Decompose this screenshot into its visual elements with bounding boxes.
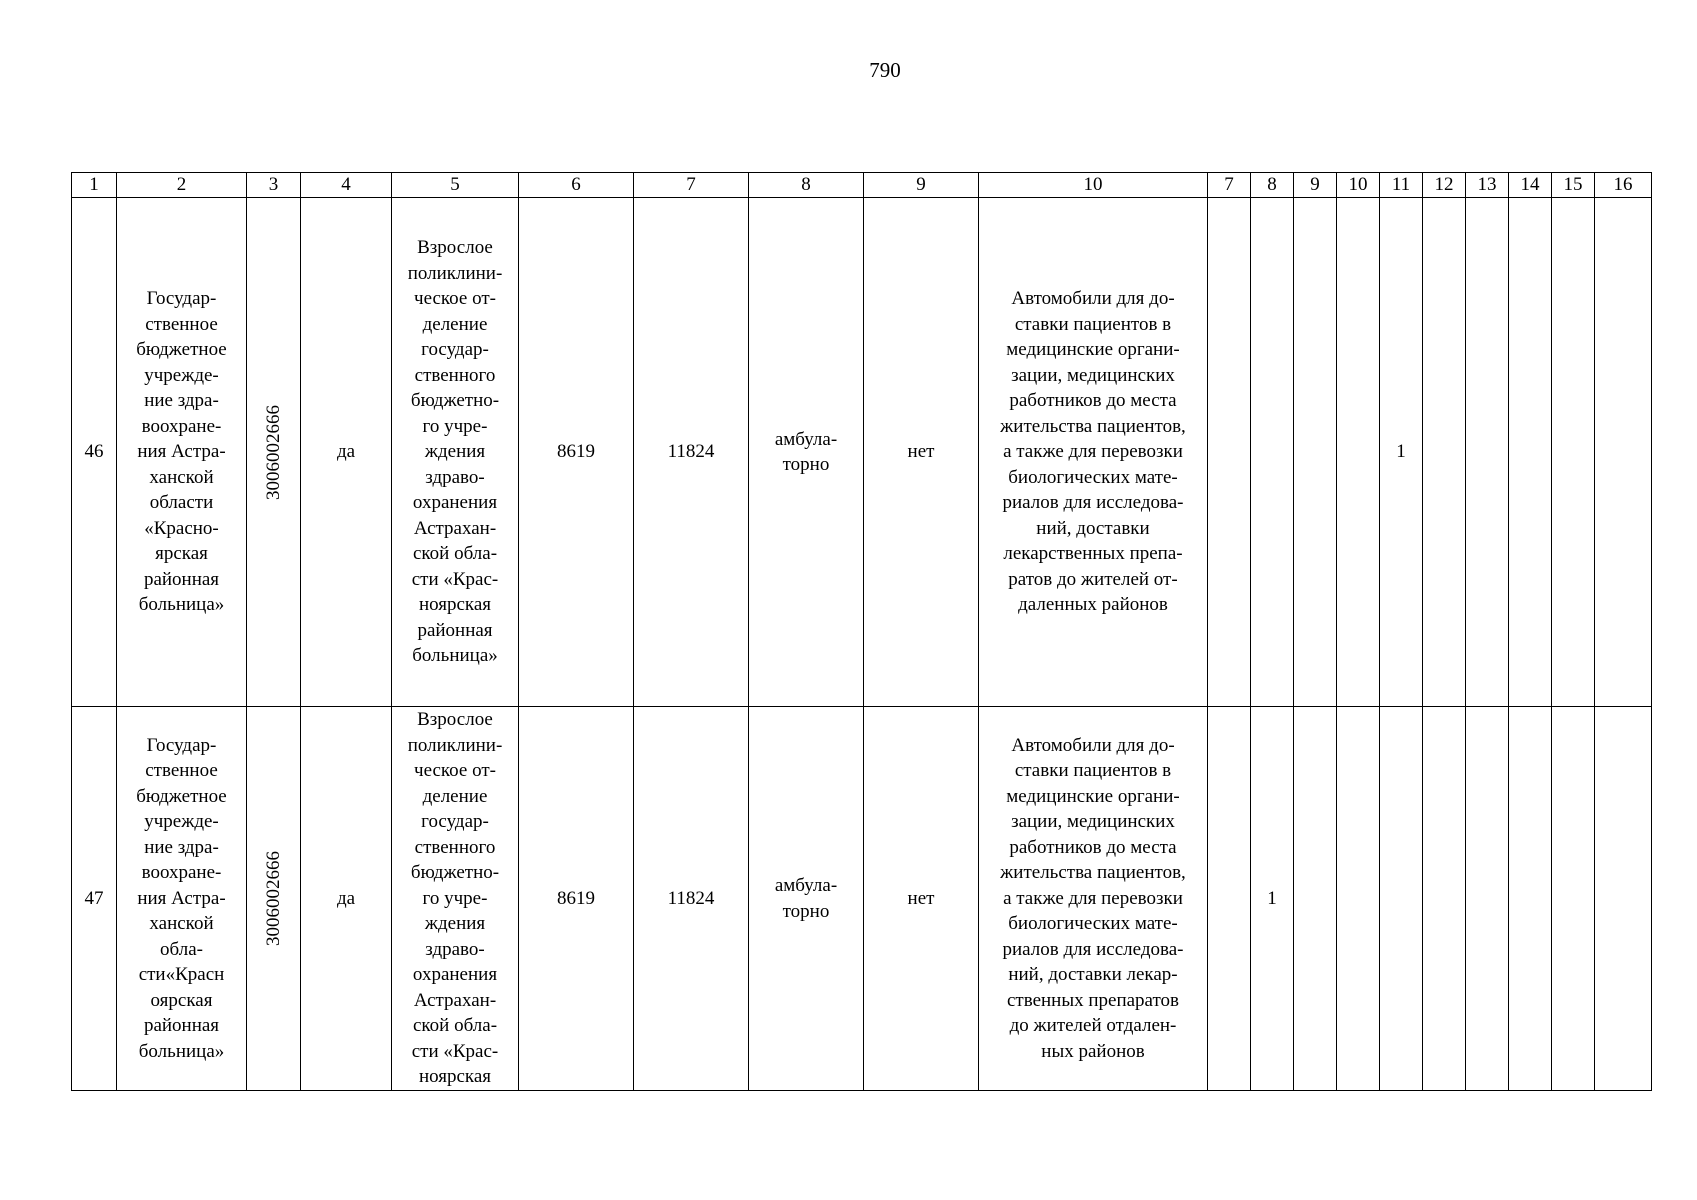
cell-line: ноярская <box>418 594 492 616</box>
column-header: 12 <box>1423 173 1466 198</box>
cell-line: деление <box>422 785 488 807</box>
institution-name <box>117 198 247 707</box>
count-cell <box>1595 198 1652 707</box>
cell-line: учрежде- <box>144 811 219 833</box>
count-cell <box>1208 198 1251 707</box>
cell-line: сти«Красн <box>138 964 225 986</box>
count-cell: 1 <box>1380 198 1423 707</box>
count-cell <box>1509 198 1552 707</box>
division-name <box>392 707 519 1091</box>
value-cell: 11824 <box>634 198 749 707</box>
cell-line: Автомобили для до- <box>1011 734 1175 756</box>
column-header: 11 <box>1380 173 1423 198</box>
cell-line: ственных препаратов <box>1006 989 1180 1011</box>
cell-line: а также для перевозки <box>1003 441 1183 463</box>
column-header: 9 <box>1294 173 1337 198</box>
page-number: 790 <box>869 58 901 82</box>
table-row <box>72 198 1652 707</box>
cell-line: го учре- <box>422 887 488 909</box>
cell-line: Государ- <box>146 288 217 310</box>
cell-line: медицинские органи- <box>1006 339 1180 361</box>
cell-line: ственного <box>414 364 496 386</box>
cell-line: го учре- <box>422 415 488 437</box>
cell-line: ческое от- <box>414 288 496 310</box>
cell-line: больница» <box>138 1040 225 1062</box>
count-cell <box>1423 198 1466 707</box>
column-header: 16 <box>1595 173 1652 198</box>
cell-line: зации, медицинских <box>1011 364 1175 386</box>
count-cell: 1 <box>1251 707 1294 1091</box>
column-header: 10 <box>1337 173 1380 198</box>
value-cell: нет <box>864 198 979 707</box>
cell-line: риалов для исследова- <box>1002 492 1184 514</box>
care-mode <box>749 707 864 1091</box>
cell-line: поликлини- <box>407 734 503 756</box>
cell-line: ния Астра- <box>137 441 226 463</box>
column-header: 8 <box>749 173 864 198</box>
cell-line: воохране- <box>141 862 222 884</box>
cell-line: больница» <box>138 594 225 616</box>
cell-line: ний, доставки лекар- <box>1008 964 1178 986</box>
count-cell <box>1595 707 1652 1091</box>
column-header: 9 <box>864 173 979 198</box>
cell-line: ния Астра- <box>137 887 226 909</box>
column-header: 2 <box>117 173 247 198</box>
cell-line: государ- <box>421 811 489 832</box>
cell-line: торно <box>782 900 830 922</box>
cell-line: ческое от- <box>414 760 496 781</box>
cell-line: Астрахан- <box>413 517 497 539</box>
cell-line: бюджетное <box>136 785 227 807</box>
code-text: 3006002666 <box>262 404 284 500</box>
care-mode <box>749 198 864 707</box>
institution-code <box>247 707 301 1091</box>
cell-line: воохране- <box>141 415 222 437</box>
cell-line: бюджетно- <box>410 390 500 412</box>
count-cell <box>1337 707 1380 1091</box>
column-header: 4 <box>301 173 392 198</box>
count-cell <box>1337 198 1380 707</box>
vehicle-purpose <box>979 707 1208 1091</box>
cell-line: Автомобили для до- <box>1011 288 1175 310</box>
cell-line: ние здра- <box>144 836 219 858</box>
cell-line: амбула- <box>774 428 838 450</box>
cell-line: оярская <box>150 989 213 1011</box>
cell-line: до жителей отдален- <box>1009 1015 1177 1037</box>
cell-line: ственное <box>145 760 218 782</box>
count-cell <box>1380 707 1423 1091</box>
cell-line: деление <box>422 313 488 335</box>
cell-line: ской обла- <box>412 1015 498 1036</box>
cell-line: районная <box>143 1015 220 1037</box>
flag-cell: да <box>301 707 392 1091</box>
cell-line: обла- <box>160 938 203 960</box>
cell-line: бюджетное <box>136 339 227 361</box>
cell-line: учрежде- <box>144 364 219 386</box>
column-header: 7 <box>1208 173 1251 198</box>
cell-line: ратов до жителей от- <box>1008 568 1178 590</box>
cell-line: ние здра- <box>144 390 219 412</box>
count-cell <box>1251 198 1294 707</box>
cell-line: Государ- <box>146 734 217 756</box>
column-header: 5 <box>392 173 519 198</box>
count-cell <box>1552 707 1595 1091</box>
cell-line: ждения <box>424 441 486 463</box>
cell-line: лекарственных препа- <box>1003 543 1183 565</box>
cell-line: медицинские органи- <box>1006 785 1180 807</box>
institution-name <box>117 707 247 1091</box>
cell-line: ственного <box>414 836 496 858</box>
column-header: 15 <box>1552 173 1595 198</box>
count-cell <box>1208 707 1251 1091</box>
cell-line: охранения <box>412 964 498 985</box>
count-cell <box>1466 707 1509 1091</box>
cell-line: амбула- <box>774 875 838 896</box>
column-header: 14 <box>1509 173 1552 198</box>
cell-line: государ- <box>421 339 489 361</box>
cell-line: «Красно- <box>144 517 219 539</box>
cell-line: области <box>149 492 214 514</box>
cell-line: ственное <box>145 313 218 335</box>
cell-line: ханской <box>149 913 214 935</box>
count-cell <box>1294 198 1337 707</box>
column-header: 3 <box>247 173 301 198</box>
cell-line: зации, медицинских <box>1011 811 1175 833</box>
column-header: 1 <box>72 173 117 198</box>
value-cell: 11824 <box>634 707 749 1091</box>
cell-line: торно <box>782 454 830 475</box>
cell-line: Взрослое <box>417 237 493 259</box>
row-number: 47 <box>72 707 117 1091</box>
count-cell <box>1509 707 1552 1091</box>
cell-line: ской обла- <box>412 543 498 565</box>
cell-line: ных районов <box>1041 1040 1145 1062</box>
cell-line: поликлини- <box>407 262 503 284</box>
code-text: 3006002666 <box>262 851 284 946</box>
value-cell: 8619 <box>519 707 634 1091</box>
cell-line: здраво- <box>425 938 485 960</box>
column-header: 7 <box>634 173 749 198</box>
cell-line: жительства пациентов, <box>1000 415 1186 437</box>
cell-line: работников до места <box>1009 390 1177 412</box>
cell-line: районная <box>417 619 493 641</box>
cell-line: районная <box>143 568 220 590</box>
cell-line: ноярская <box>418 1066 492 1087</box>
column-header: 6 <box>519 173 634 198</box>
value-cell: 8619 <box>519 198 634 707</box>
count-cell <box>1423 707 1466 1091</box>
cell-line: сти «Крас- <box>411 1040 499 1062</box>
row-number: 46 <box>72 198 117 707</box>
registry-table <box>71 172 1652 1091</box>
cell-line: ханской <box>149 466 214 488</box>
flag-cell: да <box>301 198 392 707</box>
value-cell: нет <box>864 707 979 1091</box>
cell-line: биологических мате- <box>1008 913 1178 935</box>
cell-line: ставки пациентов в <box>1014 313 1172 335</box>
division-name <box>392 198 519 707</box>
institution-code <box>247 198 301 707</box>
vehicle-purpose <box>979 198 1208 707</box>
cell-line: ний, доставки <box>1036 517 1150 539</box>
cell-line: охранения <box>412 492 498 514</box>
cell-line: бюджетно- <box>410 862 500 883</box>
cell-line: Астрахан- <box>413 989 497 1011</box>
cell-line: работников до места <box>1009 836 1177 858</box>
cell-line: риалов для исследова- <box>1002 938 1184 960</box>
cell-line: даленных районов <box>1018 594 1168 616</box>
column-header: 13 <box>1466 173 1509 198</box>
cell-line: ярская <box>155 543 208 565</box>
cell-line: сти «Крас- <box>411 568 499 590</box>
cell-line: больница» <box>412 645 498 667</box>
cell-line: жительства пациентов, <box>1000 862 1186 884</box>
column-header: 8 <box>1251 173 1294 198</box>
cell-line: а также для перевозки <box>1003 887 1183 909</box>
header-row <box>72 173 1652 198</box>
count-cell <box>1466 198 1509 707</box>
column-header: 10 <box>979 173 1208 198</box>
table-row <box>72 707 1652 1091</box>
count-cell <box>1294 707 1337 1091</box>
count-cell <box>1552 198 1595 707</box>
cell-line: биологических мате- <box>1008 466 1178 488</box>
cell-line: Взрослое <box>417 709 493 730</box>
cell-line: ждения <box>424 913 486 934</box>
cell-line: ставки пациентов в <box>1014 760 1172 782</box>
cell-line: здраво- <box>425 466 485 488</box>
